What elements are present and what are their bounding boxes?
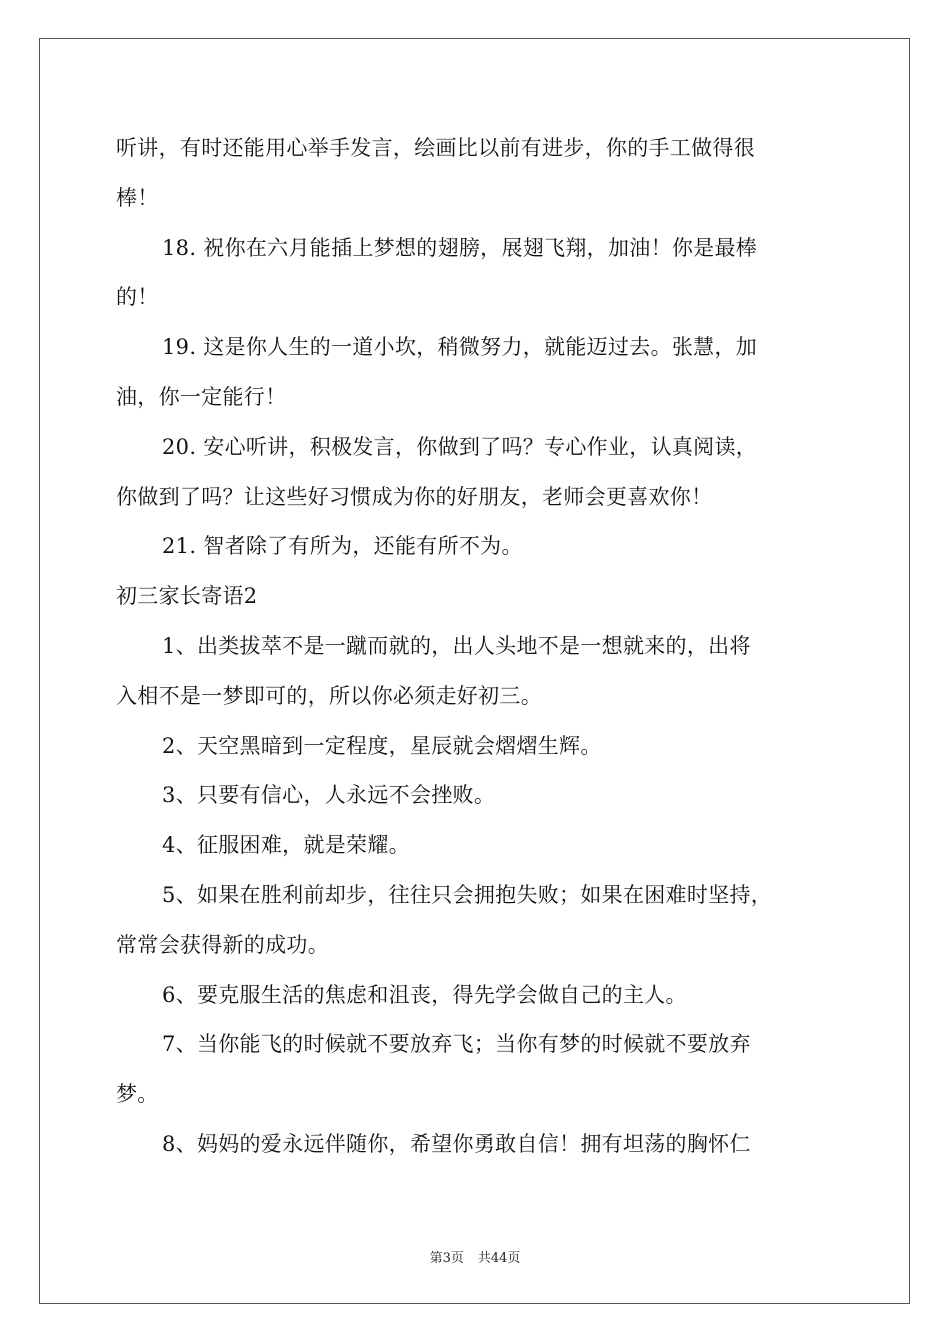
- text-line: 21. 智者除了有所为，还能有所不为。: [162, 534, 523, 559]
- text-line: 梦。: [116, 1082, 159, 1107]
- text-line: 7、当你能飞的时候就不要放弃飞；当你有梦的时候就不要放弃: [162, 1032, 751, 1057]
- text-line: 的！: [116, 285, 159, 310]
- current-page-number: 第3页: [429, 1251, 464, 1266]
- text-line: 8、妈妈的爱永远伴随你，希望你勇敢自信！拥有坦荡的胸怀仁: [162, 1131, 751, 1156]
- document-body: [116, 124, 836, 1170]
- text-line: 20. 安心听讲，积极发言，你做到了吗？专心作业，认真阅读，: [162, 434, 758, 459]
- text-line: 6、要克服生活的焦虑和沮丧，得先学会做自己的主人。: [162, 982, 687, 1007]
- text-line: 3、只要有信心，人永远不会挫败。: [162, 783, 496, 808]
- text-line: 初三家长寄语2: [116, 584, 258, 609]
- page-footer: [0, 1247, 950, 1266]
- text-line: 棒！: [116, 185, 159, 210]
- text-line: 常常会获得新的成功。: [116, 932, 329, 957]
- text-line: 你做到了吗？让这些好习惯成为你的好朋友，老师会更喜欢你！: [116, 484, 713, 509]
- text-line: 油，你一定能行！: [116, 384, 287, 409]
- text-line: 入相不是一梦即可的，所以你必须走好初三。: [116, 683, 542, 708]
- text-line: 19. 这是你人生的一道小坎，稍微努力，就能迈过去。张慧，加: [162, 335, 758, 360]
- text-line: 1、出类拔萃不是一蹴而就的，出人头地不是一想就来的，出将: [162, 633, 751, 658]
- text-line: 2、天空黑暗到一定程度，星辰就会熠熠生辉。: [162, 733, 602, 758]
- text-line: 4、征服困难，就是荣耀。: [162, 833, 410, 858]
- text-line: 听讲，有时还能用心举手发言，绘画比以前有进步，你的手工做得很: [116, 136, 755, 160]
- text-line: 18. 祝你在六月能插上梦想的翅膀，展翅飞翔，加油！你是最棒: [162, 235, 758, 260]
- text-line: 5、如果在胜利前却步，往往只会拥抱失败；如果在困难时坚持，: [162, 882, 773, 907]
- total-page-count: 共44页: [477, 1251, 521, 1266]
